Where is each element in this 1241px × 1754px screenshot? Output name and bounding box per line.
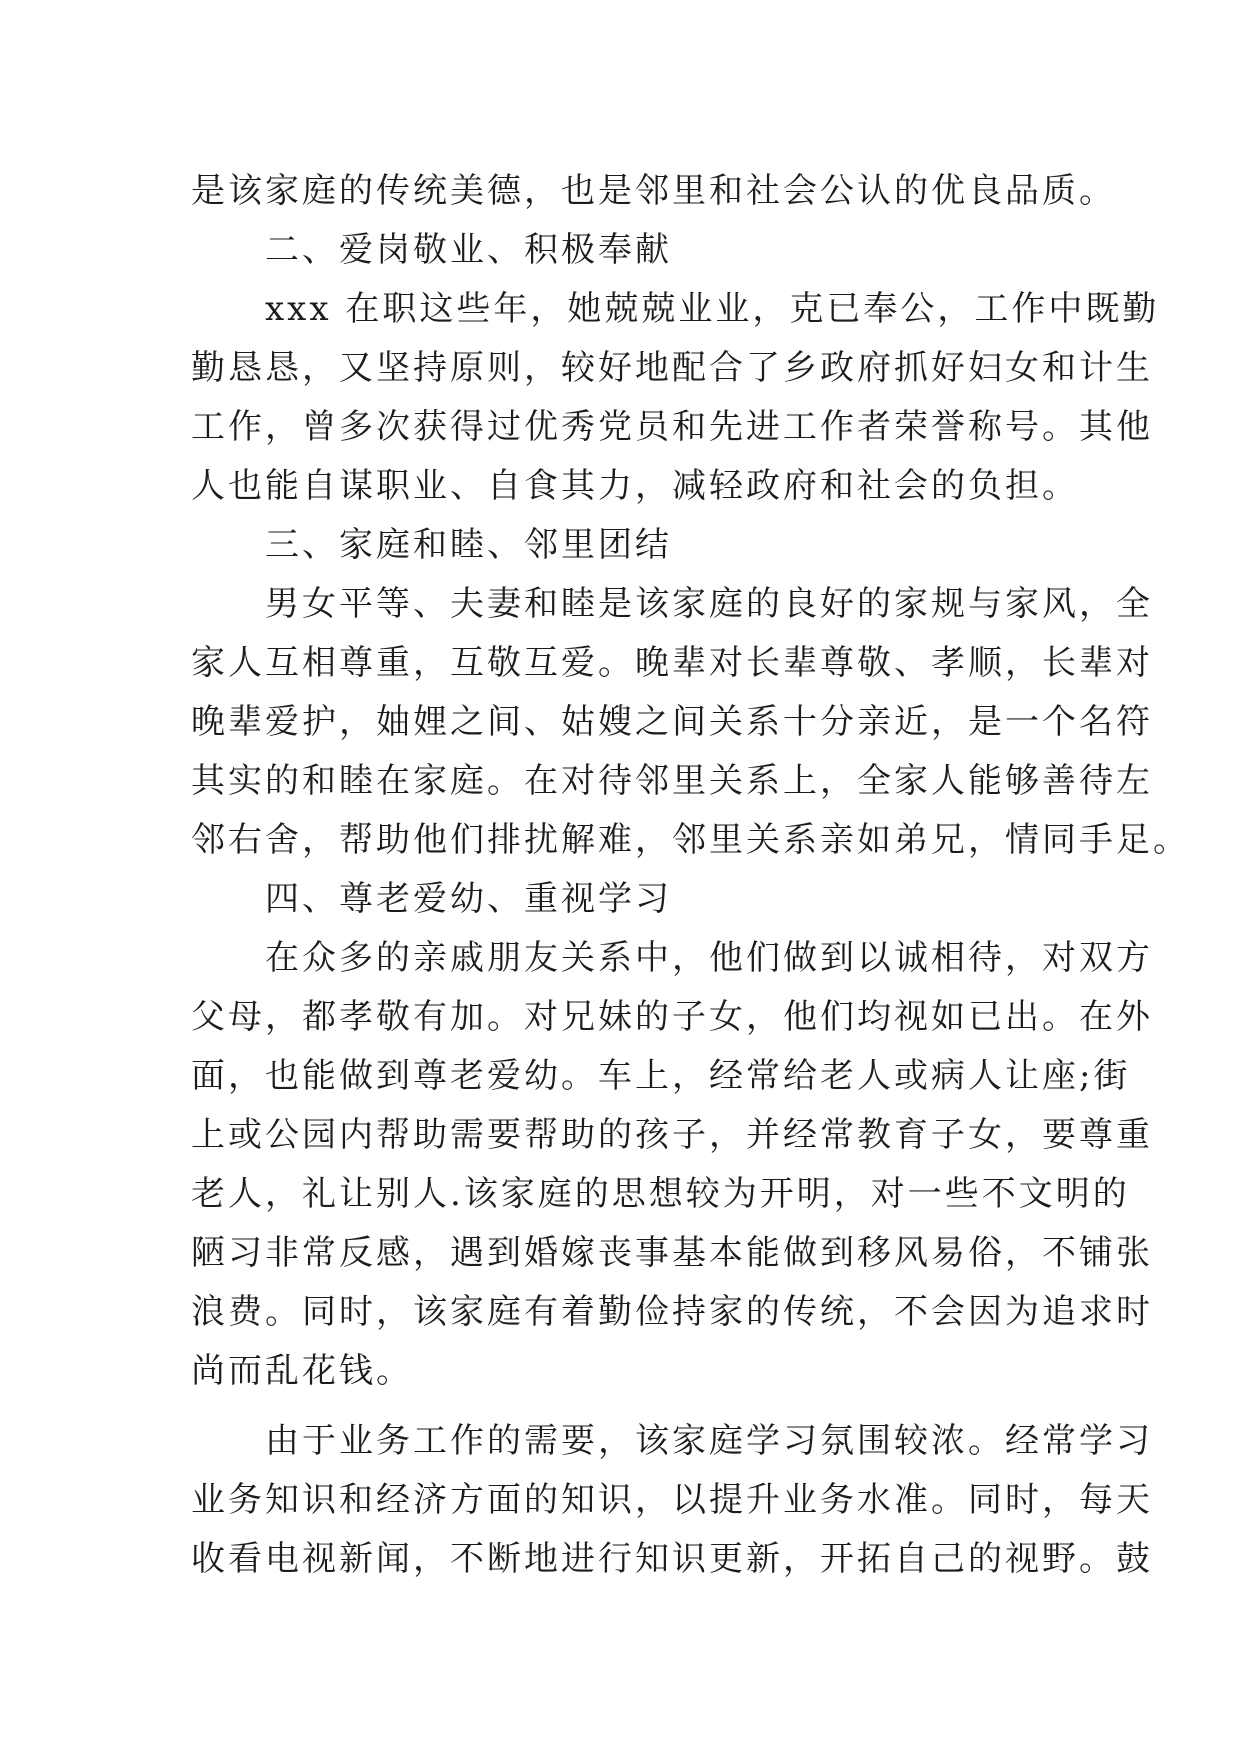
body-line: 陋习非常反感，遇到婚嫁丧事基本能做到移风易俗，不铺张 [191,1233,1153,1273]
body-line: 由于业务工作的需要，该家庭学习氛围较浓。经常学习 [191,1421,1153,1461]
body-line: xxx 在职这些年，她兢兢业业，克已奉公，工作中既勤 [191,289,1160,329]
body-line: 在众多的亲戚朋友关系中，他们做到以诚相待，对双方 [191,938,1153,978]
body-line: 是该家庭的传统美德，也是邻里和社会公认的优良品质。 [191,171,1116,211]
body-line: 其实的和睦在家庭。在对待邻里关系上，全家人能够善待左 [191,761,1153,801]
body-line: 面，也能做到尊老爱幼。车上，经常给老人或病人让座;街 [191,1056,1131,1096]
body-line: 父母，都孝敬有加。对兄妹的子女，他们均视如已出。在外 [191,997,1153,1037]
body-line: 人也能自谋职业、自食其力，减轻政府和社会的负担。 [191,466,1079,506]
body-line: 老人，礼让别人.该家庭的思想较为开明，对一些不文明的 [191,1174,1130,1214]
body-line: 勤恳恳，又坚持原则，较好地配合了乡政府抓好妇女和计生 [191,348,1153,388]
body-line: 邻右舍，帮助他们排扰解难，邻里关系亲如弟兄，情同手足。 [191,820,1190,860]
section-heading-2: 二、爱岗敬业、积极奉献 [191,230,672,270]
body-line: 尚而乱花钱。 [191,1351,413,1391]
document-body [191,162,1190,1589]
body-line: 收看电视新闻，不断地进行知识更新，开拓自己的视野。鼓 [191,1539,1153,1579]
body-line: 业务知识和经济方面的知识，以提升业务水准。同时，每天 [191,1480,1153,1520]
section-heading-4: 四、尊老爱幼、重视学习 [191,879,672,919]
body-line: 浪费。同时，该家庭有着勤俭持家的传统，不会因为追求时 [191,1292,1153,1332]
body-line: 晚辈爱护，妯娌之间、姑嫂之间关系十分亲近，是一个名符 [191,702,1153,742]
section-heading-3: 三、家庭和睦、邻里团结 [191,525,672,565]
body-line: 家人互相尊重，互敬互爱。晚辈对长辈尊敬、孝顺，长辈对 [191,643,1153,683]
body-line: 男女平等、夫妻和睦是该家庭的良好的家规与家风，全 [191,584,1153,624]
body-line: 上或公园内帮助需要帮助的孩子，并经常教育子女，要尊重 [191,1115,1153,1155]
body-line: 工作，曾多次获得过优秀党员和先进工作者荣誉称号。其他 [191,407,1153,447]
